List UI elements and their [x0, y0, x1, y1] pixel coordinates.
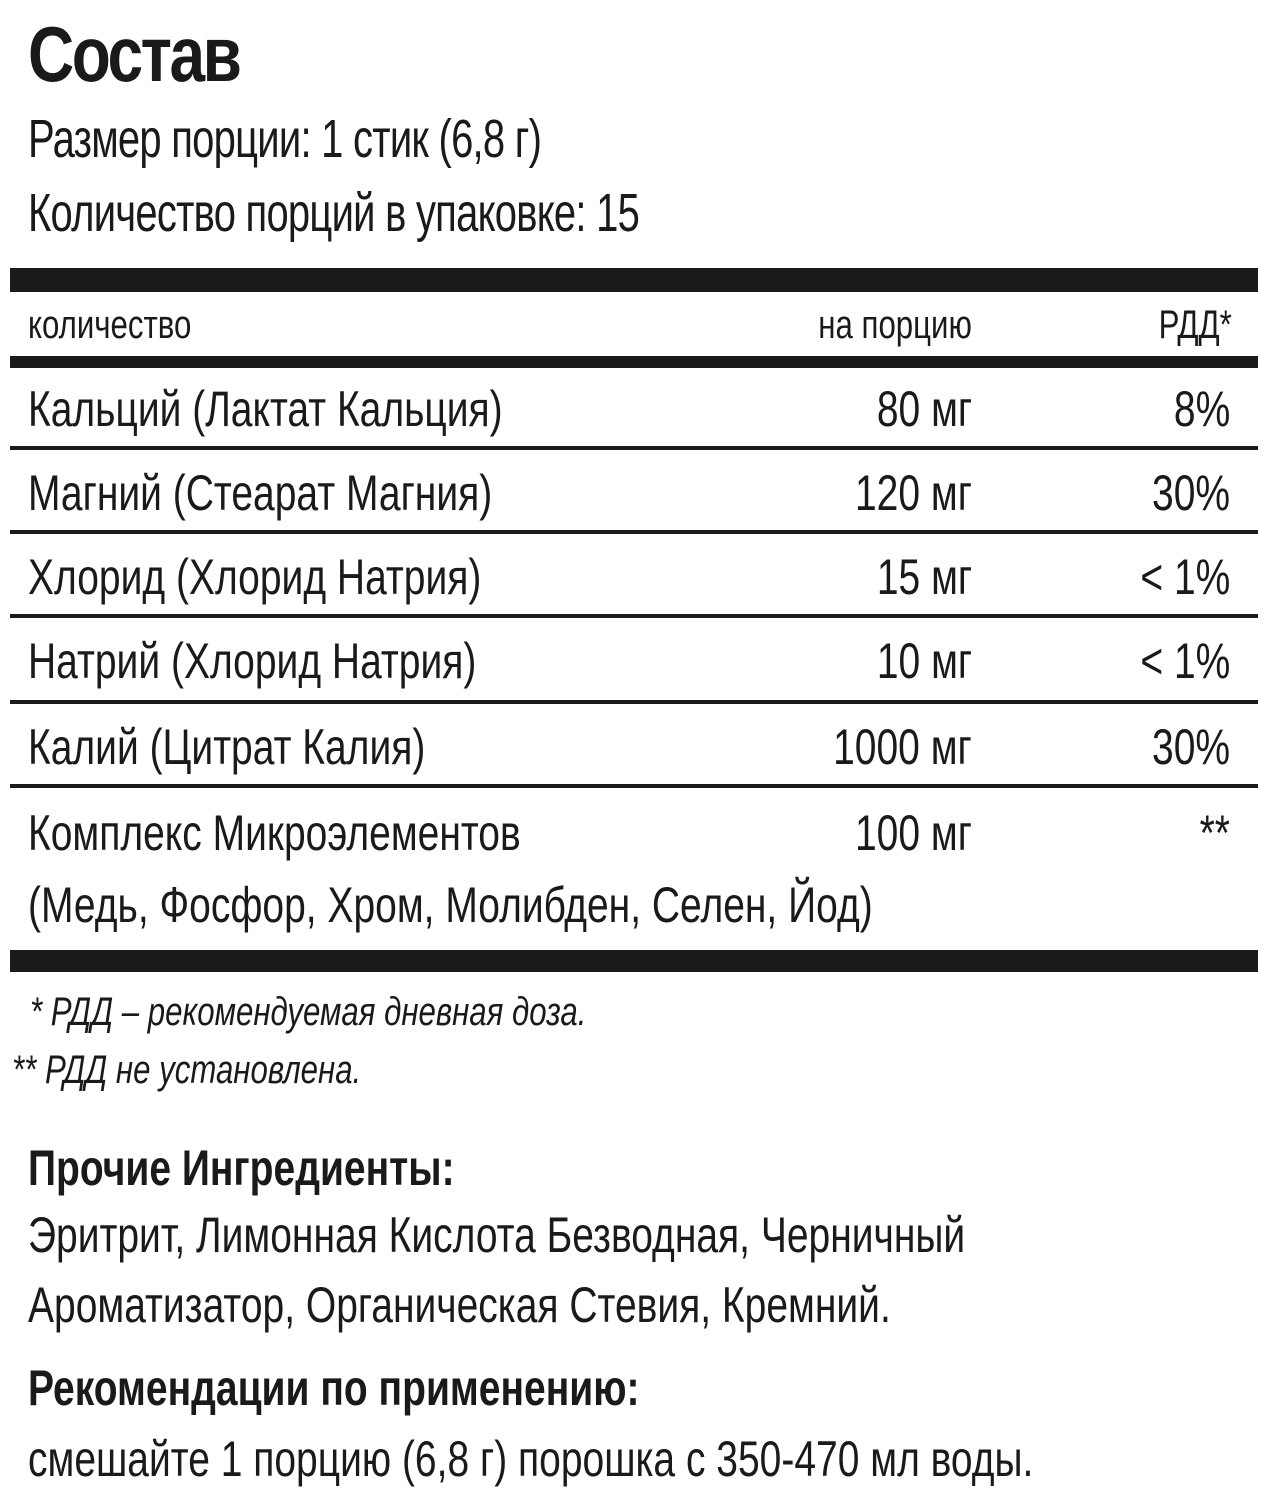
other-ingredients-text: Эритрит, Лимонная Кислота Безводная, Черничный	[28, 1207, 966, 1263]
row-divider	[10, 614, 1258, 618]
nutrient-name: Комплекс Микроэлементов	[28, 805, 521, 861]
nutrient-amount: 120 мг	[855, 465, 972, 521]
nutrient-name-detail: (Медь, Фосфор, Хром, Молибден, Селен, Йод)	[28, 877, 873, 933]
row-divider	[10, 446, 1258, 450]
other-ingredients-text: Ароматизатор, Органическая Стевия, Кремний.	[28, 1277, 891, 1333]
nutrient-rdd: 30%	[1151, 465, 1230, 521]
header-per-serving: на порцию	[818, 303, 972, 347]
row-divider	[10, 700, 1258, 704]
usage-title: Рекомендации по применению:	[28, 1360, 640, 1416]
row-divider	[10, 530, 1258, 534]
nutrient-rdd: 8%	[1173, 381, 1230, 437]
nutrient-amount: 15 мг	[876, 549, 972, 605]
row-divider	[10, 784, 1258, 788]
nutrient-name: Магний (Стеарат Магния)	[28, 465, 493, 521]
header-quantity: количество	[28, 303, 192, 347]
page-title: Состав	[28, 10, 240, 98]
nutrient-name: Натрий (Хлорид Натрия)	[28, 633, 477, 689]
nutrient-name: Кальций (Лактат Кальция)	[28, 381, 503, 437]
header-rdd: РДД*	[1158, 303, 1232, 347]
usage-text: смешайте 1 порцию (6,8 г) порошка с 350-470 мл воды.	[28, 1431, 1034, 1487]
nutrient-rdd: < 1%	[1140, 549, 1230, 605]
servings-per-pack: Количество порций в упаковке: 15	[28, 183, 640, 243]
nutrient-name: Калий (Цитрат Калия)	[28, 719, 426, 775]
nutrient-name: Хлорид (Хлорид Натрия)	[28, 549, 482, 605]
nutrient-rdd: < 1%	[1140, 633, 1230, 689]
other-ingredients-title: Прочие Ингредиенты:	[28, 1140, 455, 1196]
serving-size: Размер порции: 1 стик (6,8 г)	[28, 109, 542, 169]
header-rule	[10, 356, 1258, 368]
footnote: * РДД – рекомендуемая дневная доза.	[30, 990, 587, 1034]
table-bottom-rule	[10, 950, 1258, 972]
nutrient-rdd: **	[1199, 805, 1230, 861]
nutrient-amount: 10 мг	[876, 633, 972, 689]
table-top-rule	[10, 268, 1258, 292]
nutrient-amount: 80 мг	[876, 381, 972, 437]
nutrient-rdd: 30%	[1151, 719, 1230, 775]
nutrient-amount: 1000 мг	[833, 719, 972, 775]
nutrient-amount: 100 мг	[855, 805, 972, 861]
footnote: ** РДД не установлена.	[12, 1048, 362, 1092]
